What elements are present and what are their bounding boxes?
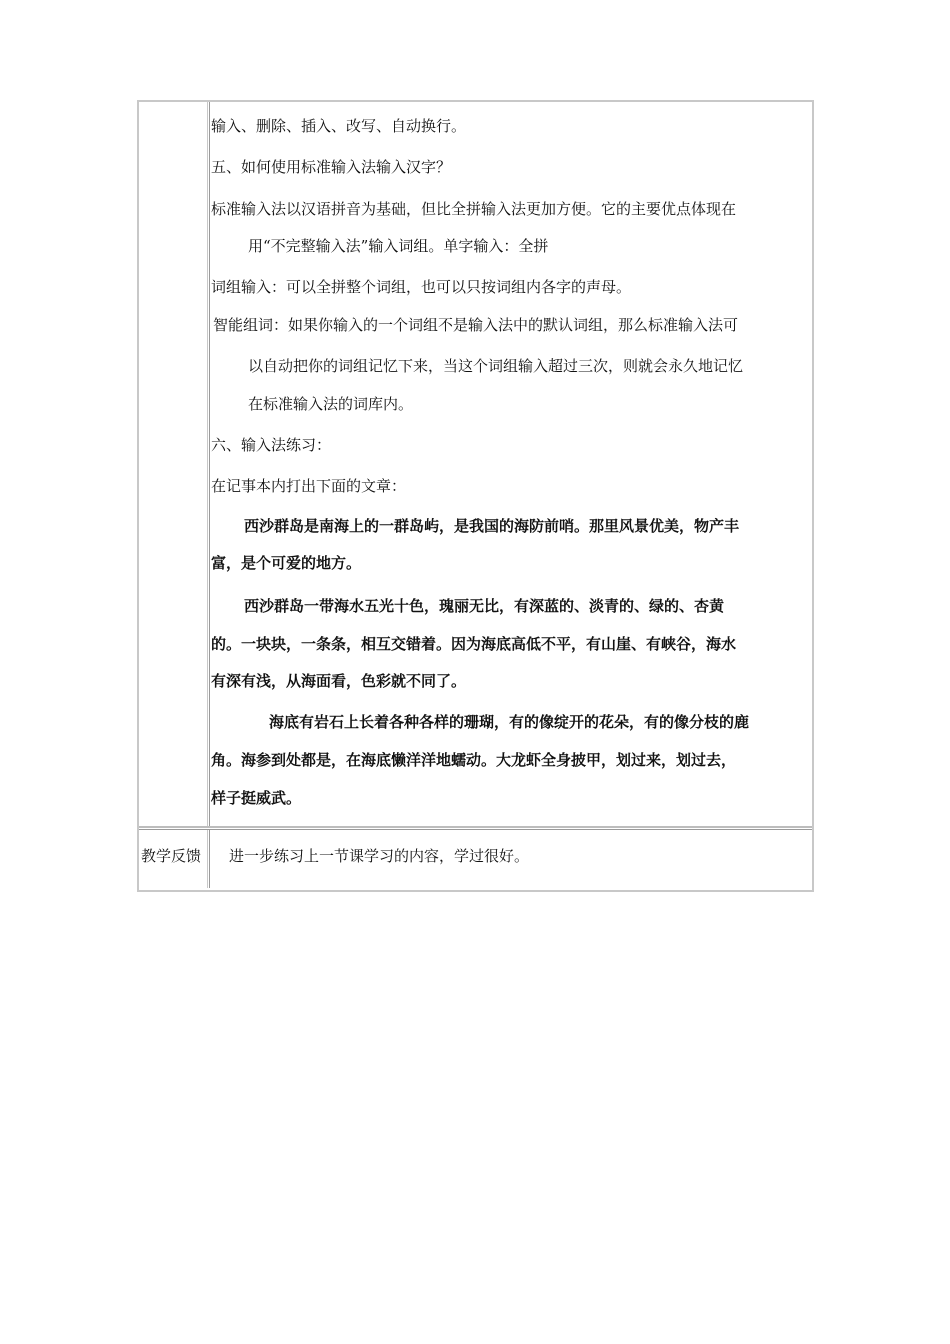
text-line: 以自动把你的词组记忆下来，当这个词组输入超过三次，则就会永久地记忆	[248, 357, 744, 375]
text-line: 在记事本内打出下面的文章：	[211, 477, 407, 495]
passage-line: 富，是个可爱的地方。	[211, 554, 362, 572]
section-heading: 六、输入法练习：	[211, 436, 332, 454]
row-divider	[139, 826, 812, 830]
text-line: 用“不完整输入法”输入词组。单字输入：全拼	[248, 237, 549, 255]
passage-line: 样子挺威武。	[211, 789, 302, 807]
text-line: 词组输入：可以全拼整个词组，也可以只按词组内各字的声母。	[211, 278, 632, 296]
text-line: 智能组词：如果你输入的一个词组不是输入法中的默认词组，那么标准输入法可	[213, 316, 739, 334]
feedback-text: 进一步练习上一节课学习的内容，学过很好。	[229, 847, 530, 865]
column-divider	[207, 102, 210, 888]
passage-line: 角。海参到处都是，在海底懒洋洋地蠕动。大龙虾全身披甲，划过来，划过去，	[211, 751, 737, 769]
section-heading: 五、如何使用标准输入法输入汉字？	[211, 158, 452, 176]
text-line: 标准输入法以汉语拼音为基础，但比全拼输入法更加方便。它的主要优点体现在	[211, 200, 737, 218]
passage-line: 西沙群岛一带海水五光十色，瑰丽无比，有深蓝的、淡青的、绿的、杏黄	[244, 597, 725, 615]
passage-line: 有深有浅，从海面看，色彩就不同了。	[211, 672, 467, 690]
passage-line: 的。一块块，一条条，相互交错着。因为海底高低不平，有山崖、有峡谷，海水	[211, 635, 737, 653]
text-line: 在标准输入法的词库内。	[248, 395, 414, 413]
passage-line: 海底有岩石上长着各种各样的珊瑚，有的像绽开的花朵，有的像分枝的鹿	[269, 713, 750, 731]
passage-line: 西沙群岛是南海上的一群岛屿，是我国的海防前哨。那里风景优美，物产丰	[244, 517, 740, 535]
text-line: 输入、删除、插入、改写、自动换行。	[211, 117, 467, 135]
feedback-label: 教学反馈	[141, 847, 202, 865]
